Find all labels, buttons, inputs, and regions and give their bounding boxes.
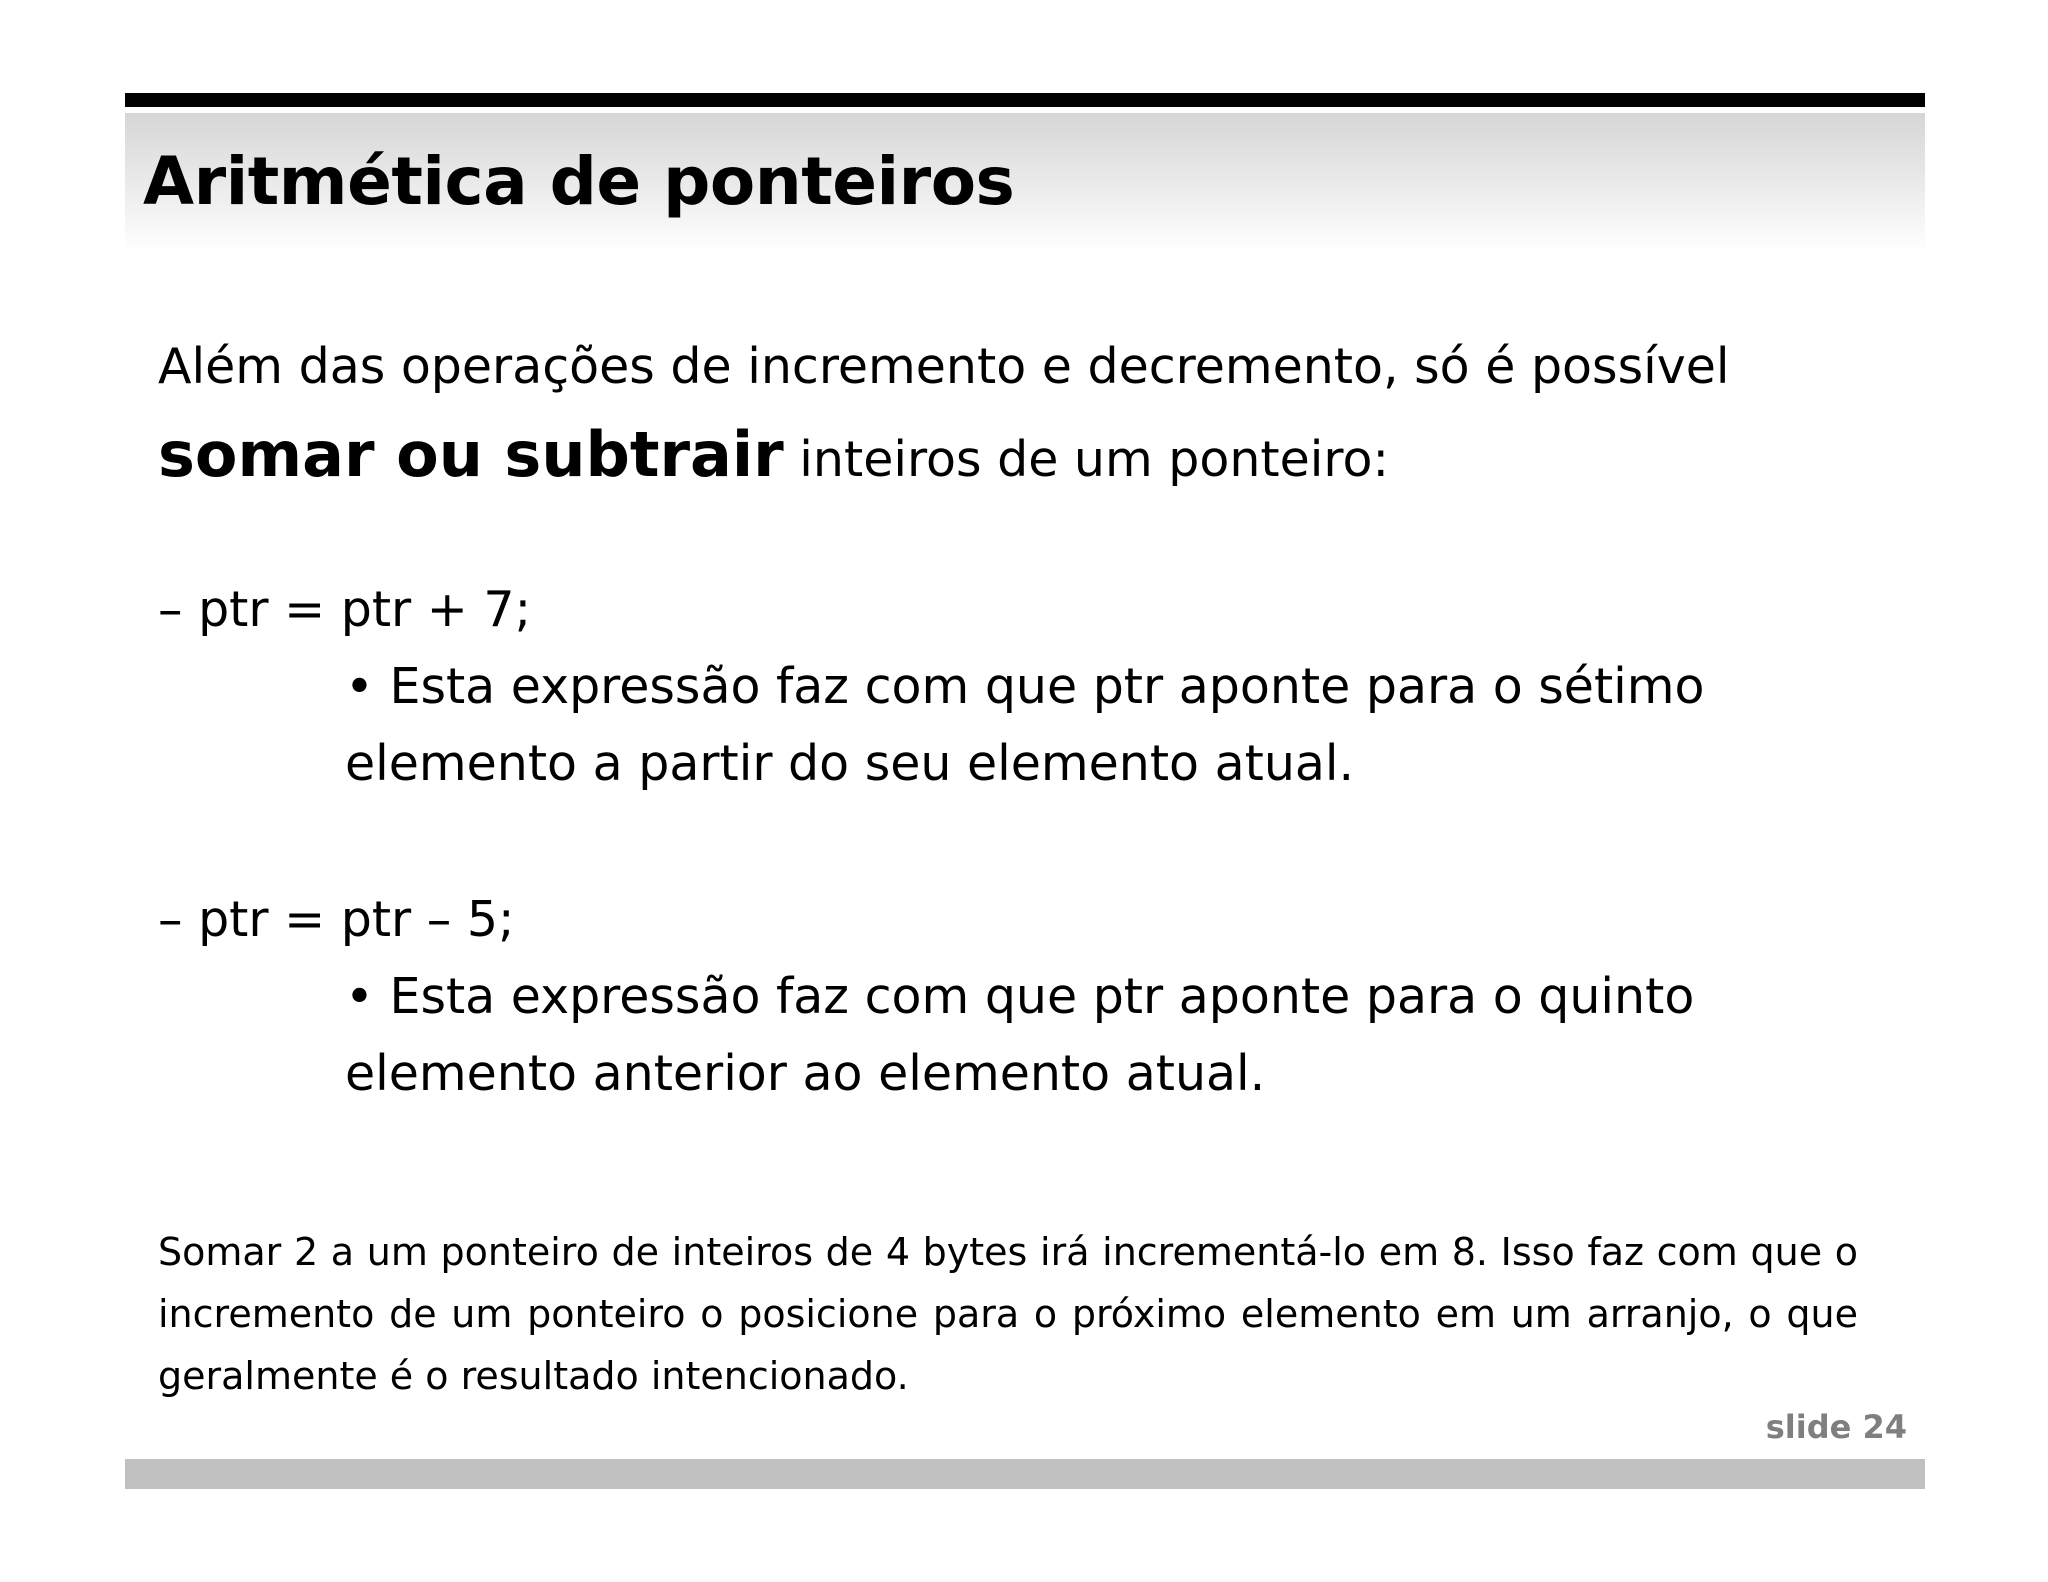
slide-number: slide 24 — [1765, 1408, 1907, 1446]
bottom-bar — [125, 1459, 1925, 1489]
intro-emphasis: somar ou subtrair — [158, 418, 784, 491]
slide-title: Aritmética de ponteiros — [143, 143, 1015, 220]
intro-rest: inteiros de um ponteiro: — [783, 431, 1389, 488]
expression-add: – ptr = ptr + 7; — [158, 581, 532, 638]
top-rule — [125, 93, 1925, 107]
intro-line-1: Além das operações de incremento e decremento, só é possível — [158, 338, 1730, 395]
note-paragraph: Somar 2 a um ponteiro de inteiros de 4 bytes irá incrementá-lo em 8. Isso faz com que o incremento de um ponteiro o posicione para o próximo elemento em um arranjo, o que geralmente é o resultado intencionado. — [158, 1230, 1858, 1398]
intro-text — [158, 323, 1918, 504]
bullet-add: • Esta expressão faz com que ptr aponte para o sétimo elemento a partir do seu elemento atual. — [345, 658, 1705, 792]
expression-subtract: – ptr = ptr – 5; — [158, 891, 515, 948]
bullet-subtract: • Esta expressão faz com que ptr aponte para o quinto elemento anterior ao elemento atual. — [345, 968, 1695, 1102]
